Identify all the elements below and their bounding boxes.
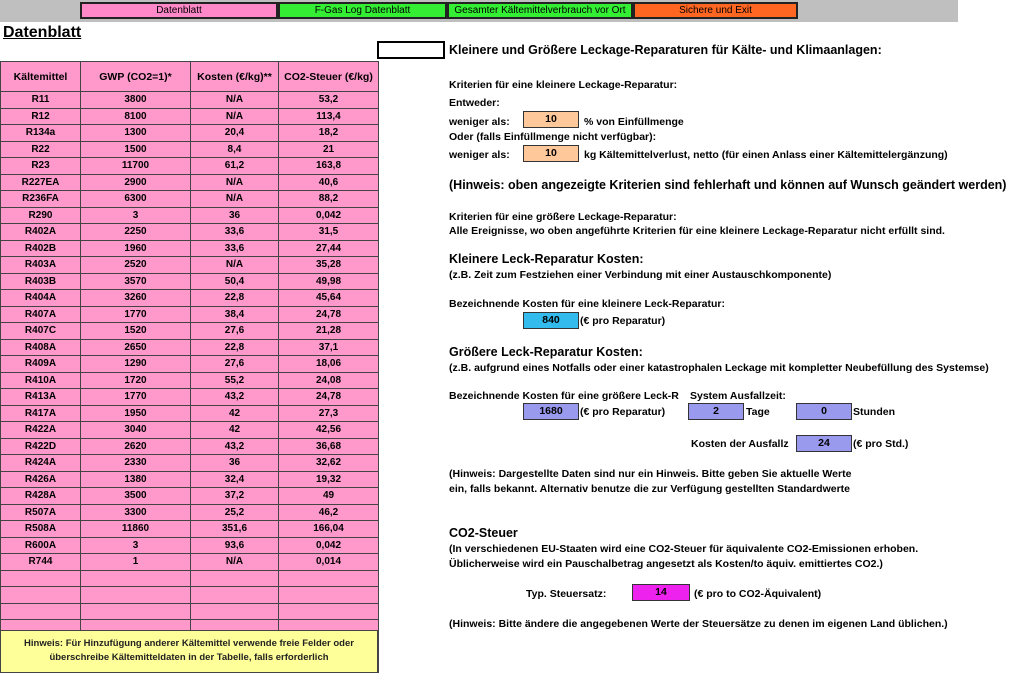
cell-kaeltemittel[interactable]: R744 bbox=[1, 554, 81, 571]
cell-gwp[interactable]: 1720 bbox=[81, 372, 191, 389]
cell-gwp[interactable]: 3570 bbox=[81, 273, 191, 290]
cell-kosten[interactable]: 27,6 bbox=[191, 356, 279, 373]
hinweis-data-line2: ein, falls bekannt. Alternativ benutze die zur Verfügung gestellten Standardwerte bbox=[449, 483, 851, 495]
cell-kosten[interactable]: 25,2 bbox=[191, 504, 279, 521]
cell-co2-steuer[interactable]: 49 bbox=[279, 488, 379, 505]
table-row bbox=[1, 125, 379, 142]
table-row bbox=[1, 290, 379, 307]
header-kosten: Kosten (€/kg)** bbox=[191, 62, 279, 92]
nav-datenblatt-button[interactable]: Datenblatt bbox=[80, 2, 278, 19]
cell-gwp[interactable]: 1 bbox=[81, 554, 191, 571]
cell-gwp[interactable]: 1520 bbox=[81, 323, 191, 340]
cell-gwp[interactable]: 1290 bbox=[81, 356, 191, 373]
cell-kaeltemittel[interactable]: R507A bbox=[1, 504, 81, 521]
cell-gwp[interactable]: 11700 bbox=[81, 158, 191, 175]
cell-co2-steuer[interactable]: 35,28 bbox=[279, 257, 379, 274]
cell-co2-steuer[interactable]: 163,8 bbox=[279, 158, 379, 175]
cell-kaeltemittel[interactable]: R508A bbox=[1, 521, 81, 538]
co2-heading: CO2-Steuer bbox=[449, 526, 518, 540]
cell-co2-steuer[interactable]: 42,56 bbox=[279, 422, 379, 439]
cell-gwp[interactable]: 1960 bbox=[81, 240, 191, 257]
cell-kosten[interactable]: 22,8 bbox=[191, 290, 279, 307]
weniger-label-1: weniger als: bbox=[449, 116, 510, 128]
cell-kosten[interactable]: 351,6 bbox=[191, 521, 279, 538]
cell-gwp[interactable]: 1500 bbox=[81, 141, 191, 158]
cell-kosten[interactable]: 42 bbox=[191, 422, 279, 439]
table-row bbox=[1, 389, 379, 406]
cell-gwp[interactable]: 3500 bbox=[81, 488, 191, 505]
small-cost-input[interactable]: 840 bbox=[523, 312, 579, 329]
cell-kaeltemittel[interactable]: R134a bbox=[1, 125, 81, 142]
table-row bbox=[1, 240, 379, 257]
table-row bbox=[1, 257, 379, 274]
cell-gwp[interactable]: 1380 bbox=[81, 471, 191, 488]
empty-cell[interactable] bbox=[1, 570, 81, 587]
percent-unit: % von Einfüllmenge bbox=[584, 116, 684, 128]
cell-kaeltemittel[interactable]: R410A bbox=[1, 372, 81, 389]
cell-kosten[interactable]: N/A bbox=[191, 554, 279, 571]
cell-kosten[interactable]: 43,2 bbox=[191, 389, 279, 406]
table-row bbox=[1, 504, 379, 521]
table-row bbox=[1, 554, 379, 571]
cell-gwp[interactable]: 8100 bbox=[81, 108, 191, 125]
table-row bbox=[1, 92, 379, 109]
table-row bbox=[1, 488, 379, 505]
ausfall-cost-input[interactable]: 24 bbox=[796, 435, 852, 452]
table-row bbox=[1, 422, 379, 439]
cell-kosten[interactable]: N/A bbox=[191, 108, 279, 125]
cell-kosten[interactable]: 32,4 bbox=[191, 471, 279, 488]
empty-cell[interactable] bbox=[279, 570, 379, 587]
cell-co2-steuer[interactable]: 0,014 bbox=[279, 554, 379, 571]
selected-cell[interactable] bbox=[377, 41, 445, 59]
refrigerant-table bbox=[0, 61, 379, 662]
cell-gwp[interactable]: 2330 bbox=[81, 455, 191, 472]
table-note: Hinweis: Für Hinzufügung anderer Kältemittel verwende freie Felder oder überschreibe Kältemitteldaten in der Tabelle, falls erforderlich bbox=[0, 630, 378, 673]
empty-cell[interactable] bbox=[81, 587, 191, 604]
cell-kaeltemittel[interactable]: R413A bbox=[1, 389, 81, 406]
table-row bbox=[1, 455, 379, 472]
empty-cell[interactable] bbox=[81, 603, 191, 620]
table-row bbox=[1, 191, 379, 208]
big-cost-example: (z.B. aufgrund eines Notfalls oder einer katastrophalen Leckage mit kompletter Neubefüllung des Systemse) bbox=[449, 362, 989, 374]
cell-kaeltemittel[interactable]: R11 bbox=[1, 92, 81, 109]
empty-cell[interactable] bbox=[191, 570, 279, 587]
cell-kaeltemittel[interactable]: R407C bbox=[1, 323, 81, 340]
table-row bbox=[1, 356, 379, 373]
cell-co2-steuer[interactable]: 49,98 bbox=[279, 273, 379, 290]
cell-kaeltemittel[interactable]: R402A bbox=[1, 224, 81, 241]
cell-kosten[interactable]: 55,2 bbox=[191, 372, 279, 389]
ausfall-cost-label: Kosten der Ausfallz bbox=[691, 438, 789, 450]
cell-kaeltemittel[interactable]: R422A bbox=[1, 422, 81, 439]
cell-kaeltemittel[interactable]: R22 bbox=[1, 141, 81, 158]
cell-kosten[interactable]: 42 bbox=[191, 405, 279, 422]
cell-kosten[interactable]: 61,2 bbox=[191, 158, 279, 175]
co2-text-line1: (In verschiedenen EU-Staaten wird eine CO2-Steuer für äquivalente CO2-Emissionen erhoben. bbox=[449, 543, 919, 555]
stunden-input[interactable]: 0 bbox=[796, 403, 852, 420]
small-cost-example: (z.B. Zeit zum Festziehen einer Verbindung mit einer Austauschkomponente) bbox=[449, 269, 832, 281]
cell-kaeltemittel[interactable]: R403A bbox=[1, 257, 81, 274]
cell-kosten[interactable]: N/A bbox=[191, 92, 279, 109]
percent-input[interactable]: 10 bbox=[523, 111, 579, 128]
oder-label: Oder (falls Einfüllmenge nicht verfügbar): bbox=[449, 131, 657, 143]
table-header-row bbox=[1, 62, 379, 92]
empty-cell[interactable] bbox=[279, 587, 379, 604]
cell-gwp[interactable]: 2250 bbox=[81, 224, 191, 241]
hinweis-steuer: (Hinweis: Bitte ändere die angegebenen Werte der Steuersätze zu denen im eigenen Land üblichen.) bbox=[449, 618, 948, 630]
table-row bbox=[1, 438, 379, 455]
cell-kosten[interactable]: 36 bbox=[191, 207, 279, 224]
cell-kosten[interactable]: 20,4 bbox=[191, 125, 279, 142]
table-row bbox=[1, 174, 379, 191]
kg-unit: kg Kältemittelverlust, netto (für einen Anlass einer Kältemittelergänzung) bbox=[584, 149, 948, 161]
cell-co2-steuer[interactable]: 46,2 bbox=[279, 504, 379, 521]
cell-co2-steuer[interactable]: 27,3 bbox=[279, 405, 379, 422]
header-kaeltemittel: Kältemittel bbox=[1, 62, 81, 92]
header-co2-steuer: CO2-Steuer (€/kg) bbox=[279, 62, 379, 92]
cell-kaeltemittel[interactable]: R424A bbox=[1, 455, 81, 472]
cell-gwp[interactable]: 6300 bbox=[81, 191, 191, 208]
cell-kaeltemittel[interactable]: R403B bbox=[1, 273, 81, 290]
entweder-label: Entweder: bbox=[449, 97, 500, 109]
cell-co2-steuer[interactable]: 40,6 bbox=[279, 174, 379, 191]
cell-kaeltemittel[interactable]: R600A bbox=[1, 537, 81, 554]
table-row bbox=[1, 108, 379, 125]
cell-kaeltemittel[interactable]: R408A bbox=[1, 339, 81, 356]
crit-big-heading: Kriterien für eine größere Leckage-Reparatur: bbox=[449, 211, 677, 223]
cell-co2-steuer[interactable]: 24,78 bbox=[279, 306, 379, 323]
cell-kosten[interactable]: N/A bbox=[191, 174, 279, 191]
cell-gwp[interactable]: 2650 bbox=[81, 339, 191, 356]
hinweis-criteria: (Hinweis: oben angezeigte Kriterien sind fehlerhaft und können auf Wunsch geändert werden) bbox=[449, 178, 1007, 192]
cell-gwp[interactable]: 11860 bbox=[81, 521, 191, 538]
cell-kaeltemittel[interactable]: R409A bbox=[1, 356, 81, 373]
nav-gesamtverbrauch-button[interactable]: Gesamter Kältemittelverbrauch vor Ort bbox=[447, 2, 633, 19]
cell-kosten[interactable]: 36 bbox=[191, 455, 279, 472]
weniger-label-2: weniger als: bbox=[449, 149, 510, 161]
cell-co2-steuer[interactable]: 27,44 bbox=[279, 240, 379, 257]
crit-big-text: Alle Ereignisse, wo oben angeführte Kriterien für eine kleinere Leckage-Reparatur nicht erfüllt sind. bbox=[449, 225, 945, 237]
table-row bbox=[1, 306, 379, 323]
empty-cell[interactable] bbox=[1, 603, 81, 620]
table-row bbox=[1, 207, 379, 224]
cell-kosten[interactable]: N/A bbox=[191, 191, 279, 208]
cell-co2-steuer[interactable]: 19,32 bbox=[279, 471, 379, 488]
cell-co2-steuer[interactable]: 53,2 bbox=[279, 92, 379, 109]
cell-gwp[interactable]: 1300 bbox=[81, 125, 191, 142]
empty-row bbox=[1, 587, 379, 604]
cell-co2-steuer[interactable]: 0,042 bbox=[279, 537, 379, 554]
cell-kosten[interactable]: 43,2 bbox=[191, 438, 279, 455]
table-row bbox=[1, 537, 379, 554]
cell-kaeltemittel[interactable]: R12 bbox=[1, 108, 81, 125]
cell-kaeltemittel[interactable]: R227EA bbox=[1, 174, 81, 191]
cell-co2-steuer[interactable]: 36,68 bbox=[279, 438, 379, 455]
cell-gwp[interactable]: 1770 bbox=[81, 306, 191, 323]
cell-kosten[interactable]: 8,4 bbox=[191, 141, 279, 158]
cell-co2-steuer[interactable]: 21 bbox=[279, 141, 379, 158]
header-gwp: GWP (CO2=1)* bbox=[81, 62, 191, 92]
big-cost-input[interactable]: 1680 bbox=[523, 403, 579, 420]
cell-kaeltemittel[interactable]: R290 bbox=[1, 207, 81, 224]
big-cost-label: Bezeichnende Kosten für eine größere Leck-R bbox=[449, 390, 679, 402]
cell-gwp[interactable]: 2520 bbox=[81, 257, 191, 274]
cell-gwp[interactable]: 3260 bbox=[81, 290, 191, 307]
cell-kosten[interactable]: 33,6 bbox=[191, 224, 279, 241]
cell-kaeltemittel[interactable]: R428A bbox=[1, 488, 81, 505]
empty-cell[interactable] bbox=[191, 603, 279, 620]
cell-kosten[interactable]: N/A bbox=[191, 257, 279, 274]
cell-gwp[interactable]: 1950 bbox=[81, 405, 191, 422]
crit-small-heading: Kriterien für eine kleinere Leckage-Reparatur: bbox=[449, 79, 678, 91]
cell-kaeltemittel[interactable]: R407A bbox=[1, 306, 81, 323]
hinweis-data-line1: (Hinweis: Dargestellte Daten sind nur ein Hinweis. Bitte geben Sie aktuelle Werte bbox=[449, 468, 852, 480]
steuersatz-input[interactable]: 14 bbox=[632, 584, 690, 601]
cell-co2-steuer[interactable]: 21,28 bbox=[279, 323, 379, 340]
cell-co2-steuer[interactable]: 24,78 bbox=[279, 389, 379, 406]
ausfallzeit-label: System Ausfallzeit: bbox=[690, 390, 786, 402]
small-cost-label: Bezeichnende Kosten für eine kleinere Leck-Reparatur: bbox=[449, 298, 725, 310]
steuersatz-label: Typ. Steuersatz: bbox=[526, 588, 607, 600]
table-row bbox=[1, 141, 379, 158]
cell-co2-steuer[interactable]: 45,64 bbox=[279, 290, 379, 307]
small-cost-unit: (€ pro Reparatur) bbox=[580, 315, 666, 327]
cell-co2-steuer[interactable]: 32,62 bbox=[279, 455, 379, 472]
big-cost-heading: Größere Leck-Reparatur Kosten: bbox=[449, 345, 643, 359]
cell-co2-steuer[interactable]: 18,2 bbox=[279, 125, 379, 142]
cell-kaeltemittel[interactable]: R236FA bbox=[1, 191, 81, 208]
table-row bbox=[1, 471, 379, 488]
nav-fgas-log-button[interactable]: F-Gas Log Datenblatt bbox=[278, 2, 447, 19]
cell-co2-steuer[interactable]: 18,06 bbox=[279, 356, 379, 373]
cell-co2-steuer[interactable]: 0,042 bbox=[279, 207, 379, 224]
cell-kosten[interactable]: 38,4 bbox=[191, 306, 279, 323]
cell-kosten[interactable]: 50,4 bbox=[191, 273, 279, 290]
cell-gwp[interactable]: 3040 bbox=[81, 422, 191, 439]
cell-co2-steuer[interactable]: 37,1 bbox=[279, 339, 379, 356]
cell-co2-steuer[interactable]: 166,04 bbox=[279, 521, 379, 538]
kg-input[interactable]: 10 bbox=[523, 145, 579, 162]
tage-label: Tage bbox=[746, 406, 770, 418]
steuersatz-unit: (€ pro to CO2-Äquivalent) bbox=[694, 588, 822, 600]
cell-gwp[interactable]: 2900 bbox=[81, 174, 191, 191]
tage-input[interactable]: 2 bbox=[688, 403, 744, 420]
table-row bbox=[1, 372, 379, 389]
cell-co2-steuer[interactable]: 113,4 bbox=[279, 108, 379, 125]
stunden-label: Stunden bbox=[853, 406, 895, 418]
cell-kaeltemittel[interactable]: R417A bbox=[1, 405, 81, 422]
cell-gwp[interactable]: 3800 bbox=[81, 92, 191, 109]
cell-co2-steuer[interactable]: 24,08 bbox=[279, 372, 379, 389]
cell-co2-steuer[interactable]: 88,2 bbox=[279, 191, 379, 208]
cell-kosten[interactable]: 27,6 bbox=[191, 323, 279, 340]
cell-gwp[interactable]: 3300 bbox=[81, 504, 191, 521]
table-row bbox=[1, 521, 379, 538]
cell-kosten[interactable]: 22,8 bbox=[191, 339, 279, 356]
cell-gwp[interactable]: 2620 bbox=[81, 438, 191, 455]
big-cost-unit: (€ pro Reparatur) bbox=[580, 406, 666, 418]
nav-sichere-exit-button[interactable]: Sichere und Exit bbox=[633, 2, 798, 19]
divider bbox=[378, 61, 379, 673]
cell-gwp[interactable]: 3 bbox=[81, 537, 191, 554]
ausfall-cost-unit: (€ pro Std.) bbox=[853, 438, 909, 450]
table-row bbox=[1, 224, 379, 241]
empty-cell[interactable] bbox=[191, 587, 279, 604]
empty-cell[interactable] bbox=[81, 570, 191, 587]
table-row bbox=[1, 323, 379, 340]
nav-bar bbox=[0, 0, 958, 22]
cell-kaeltemittel[interactable]: R23 bbox=[1, 158, 81, 175]
table-row bbox=[1, 273, 379, 290]
cell-kosten[interactable]: 37,2 bbox=[191, 488, 279, 505]
cell-gwp[interactable]: 3 bbox=[81, 207, 191, 224]
table-row bbox=[1, 339, 379, 356]
cell-kaeltemittel[interactable]: R426A bbox=[1, 471, 81, 488]
cell-kaeltemittel[interactable]: R404A bbox=[1, 290, 81, 307]
main-heading: Kleinere und Größere Leckage-Reparaturen für Kälte- und Klimaanlagen: bbox=[449, 43, 882, 57]
cell-kosten[interactable]: 33,6 bbox=[191, 240, 279, 257]
cell-kaeltemittel[interactable]: R402B bbox=[1, 240, 81, 257]
table-row bbox=[1, 405, 379, 422]
co2-text-line2: Üblicherweise wird ein Pauschalbetrag angesetzt als Kosten/to äquiv. emittiertes CO2.) bbox=[449, 558, 883, 570]
empty-row bbox=[1, 570, 379, 587]
empty-cell[interactable] bbox=[279, 603, 379, 620]
empty-row bbox=[1, 603, 379, 620]
page-title: Datenblatt bbox=[3, 24, 82, 41]
cell-kaeltemittel[interactable]: R422D bbox=[1, 438, 81, 455]
cell-kosten[interactable]: 93,6 bbox=[191, 537, 279, 554]
empty-cell[interactable] bbox=[1, 587, 81, 604]
cell-gwp[interactable]: 1770 bbox=[81, 389, 191, 406]
cell-co2-steuer[interactable]: 31,5 bbox=[279, 224, 379, 241]
small-cost-heading: Kleinere Leck-Reparatur Kosten: bbox=[449, 252, 644, 266]
table-row bbox=[1, 158, 379, 175]
